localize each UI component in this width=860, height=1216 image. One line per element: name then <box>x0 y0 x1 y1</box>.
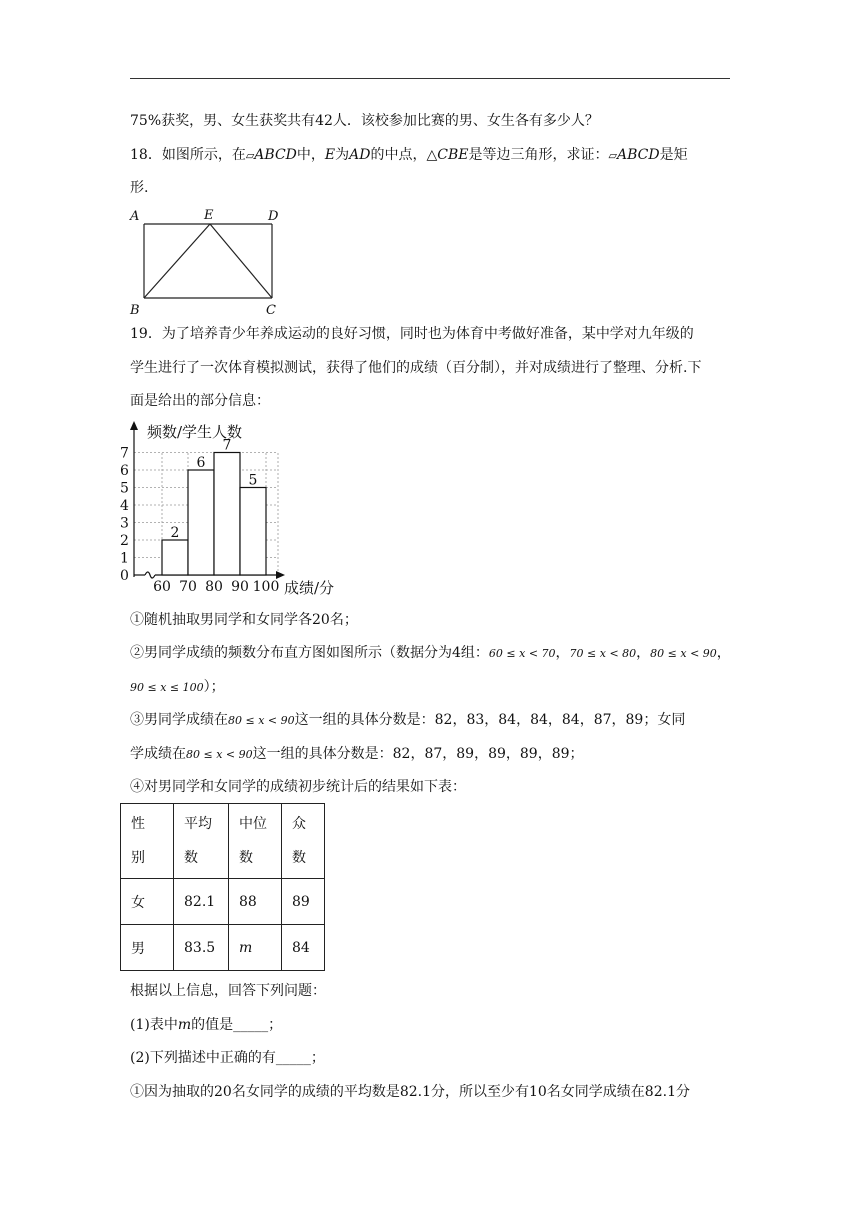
stats-table <box>120 803 325 971</box>
q19-after1: 根据以上信息，回答下列问题： <box>130 983 326 999</box>
header-rule <box>130 78 730 79</box>
label-c: C <box>266 303 276 318</box>
y-axis-arrow <box>130 421 138 430</box>
q19-info2-cont: 90 ≤ x ≤ 100）； <box>130 679 225 695</box>
y-tick-label: 7 <box>120 445 129 462</box>
x-tick-label: 80 <box>205 579 223 595</box>
bar-value-label: 7 <box>222 437 232 454</box>
y-tick-label: 3 <box>120 515 129 532</box>
q18-line1: 18．如图所示，在▱ABCD中，E为AD的中点，△CBE是等边三角形，求证：▱ABCD是矩 <box>130 147 688 163</box>
bar-value-label: 6 <box>196 455 206 471</box>
histogram-bar <box>240 488 266 576</box>
label-b: B <box>130 303 140 318</box>
q18-line2: 形. <box>130 180 149 196</box>
histogram-bar <box>162 540 188 575</box>
q19-info4: ④对男同学和女同学的成绩初步统计后的结果如下表： <box>130 779 466 795</box>
x-tick-label: 90 <box>231 579 249 595</box>
label-a: A <box>130 209 140 224</box>
y-tick-label: 4 <box>120 498 129 514</box>
cell-mean: 82.1 <box>174 879 229 925</box>
cell-gender: 女 <box>121 879 174 925</box>
header-mean: 平均 数 <box>174 804 229 879</box>
cell-mean: 83.5 <box>174 925 229 971</box>
table-row <box>121 879 325 925</box>
q19-qb: (2)下列描述中正确的有_____； <box>130 1050 325 1066</box>
cell-median: 88 <box>229 879 282 925</box>
y-tick-label: 1 <box>120 550 129 567</box>
y-tick-label: 6 <box>120 463 129 479</box>
q19-line2: 学生进行了一次体育模拟测试，获得了他们的成绩（百分制），并对成绩进行了整理、分析.下 <box>130 360 702 376</box>
y-tick-label: 0 <box>120 568 129 584</box>
label-e: E <box>204 208 214 223</box>
header-median: 中位 数 <box>229 804 282 879</box>
table-row <box>121 925 325 971</box>
label-d: D <box>268 209 279 224</box>
x-tick-label: 60 <box>153 579 171 595</box>
q19-info3: ③男同学成绩在80 ≤ x < 90这一组的具体分数是：82，83，84，84，84，87，89；女同 <box>130 712 686 728</box>
x-axis-arrow <box>276 571 285 579</box>
x-axis-label: 成绩/分 <box>284 579 335 597</box>
cell-mode: 89 <box>282 879 325 925</box>
header-gender: 性 别 <box>121 804 174 879</box>
histogram-bars <box>162 453 266 576</box>
histogram-bar <box>214 453 240 576</box>
segment-ec <box>210 224 272 298</box>
rectangle-figure <box>126 204 286 320</box>
histogram-chart <box>118 418 378 602</box>
bar-value-label: 2 <box>170 525 180 541</box>
histogram-bar <box>188 470 214 575</box>
q17-tail: 75%获奖，男、女生获奖共有42人．该校参加比赛的男、女生各有多少人？ <box>130 113 599 129</box>
q19-info3-cont: 学成绩在80 ≤ x < 90这一组的具体分数是：82，87，89，89，89，89； <box>130 746 584 762</box>
q19-qc: ①因为抽取的20名女同学的成绩的平均数是82.1分，所以至少有10名女同学成绩在82.1分 <box>130 1084 690 1100</box>
bar-value-label: 5 <box>248 472 258 489</box>
q19-info1: ①随机抽取男同学和女同学各20名； <box>130 612 358 628</box>
axis-break <box>145 572 155 578</box>
cell-median: m <box>229 925 282 971</box>
segment-be <box>144 224 210 298</box>
q19-qa: (1)表中m的值是_____； <box>130 1017 283 1033</box>
header-mode: 众 数 <box>282 804 325 879</box>
cell-gender: 男 <box>121 925 174 971</box>
x-tick-label: 100 <box>252 579 280 595</box>
x-tick-label: 70 <box>179 579 197 595</box>
y-axis-label: 频数/学生人数 <box>147 423 243 441</box>
q19-line1: 19．为了培养青少年养成运动的良好习惯，同时也为体育中考做好准备，某中学对九年级的 <box>130 326 694 342</box>
y-tick-label: 2 <box>120 533 129 549</box>
table-header-row <box>121 804 325 879</box>
cell-mode: 84 <box>282 925 325 971</box>
q19-line3: 面是给出的部分信息： <box>130 393 270 409</box>
q19-info2: ②男同学成绩的频数分布直方图如图所示（数据分为4组：60 ≤ x < 70，70 ≤ x < 80，80 ≤ x < 90， <box>130 645 731 661</box>
y-tick-label: 5 <box>120 480 129 497</box>
